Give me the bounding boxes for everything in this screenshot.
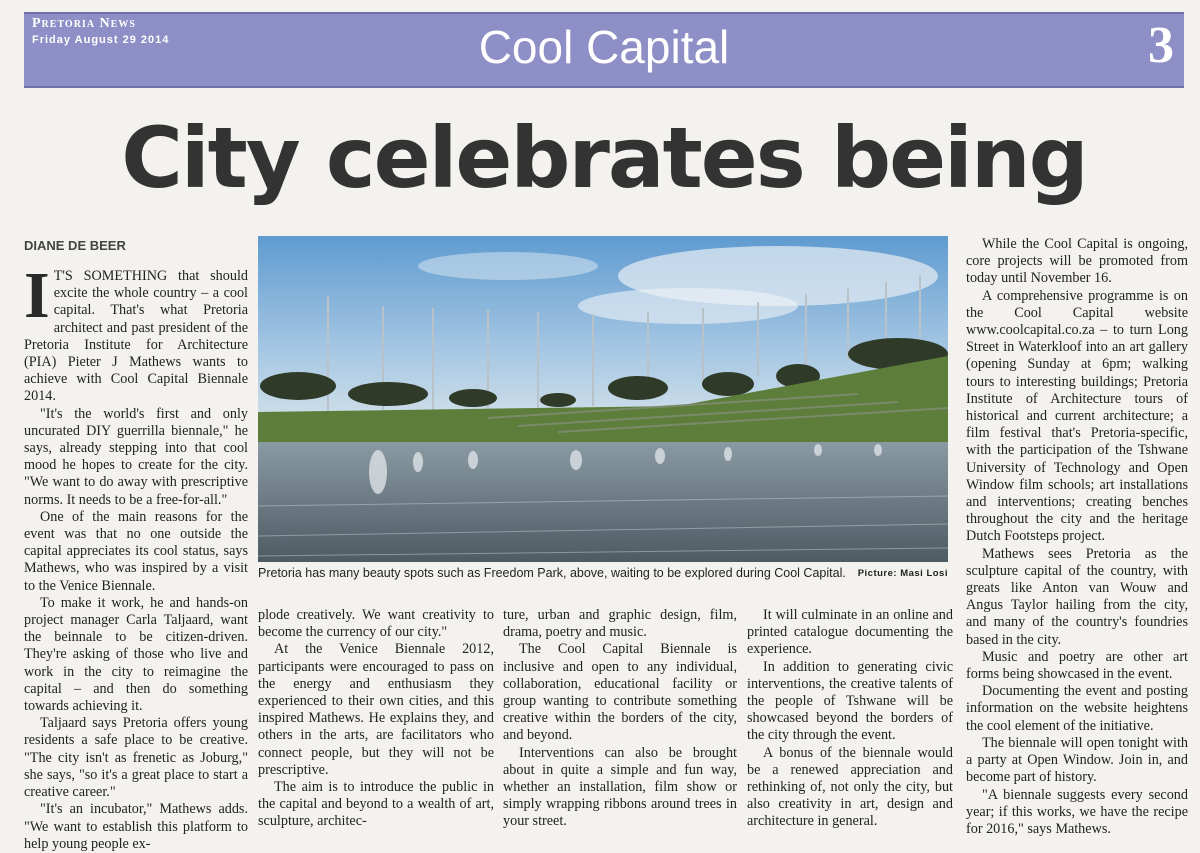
- drop-cap: I: [24, 259, 50, 332]
- lead-text: T'S SOMETHING that should excite the whole country – a cool capital. That's what Pretoria architect and past president of the Pretoria Institute for Architecture (PIA) Pieter J Mathews wants to achieve with Cool Capital Biennale 2014.: [24, 268, 248, 405]
- photo-credit: Picture: Masi Losi: [857, 568, 948, 579]
- paragraph: It will culminate in an online and printed catalogue documenting the experience.: [747, 607, 953, 658]
- article-column-5: [966, 236, 1188, 838]
- paragraph: Interventions can also be brought about in quite a simple and fun way, whether an installation, film show or simply wrapping ribbons around trees in your street.: [503, 744, 737, 830]
- photo-image: [258, 236, 948, 562]
- paragraph: The biennale will open tonight with a party at Open Window. Join in, and become part of history.: [966, 734, 1188, 786]
- paragraph: ture, urban and graphic design, film, drama, poetry and music.: [503, 607, 737, 641]
- paragraph: The Cool Capital Biennale is inclusive and open to any individual, collaboration, educational facility or group wanting to contribute something creative within the borders of the city, and beyond.: [503, 641, 737, 744]
- newspaper-name: Pretoria News: [32, 16, 136, 31]
- paragraph: One of the main reasons for the event was that no one outside the capital appreciates its cool status, says Mathews, who was inspired by a visit to the Venice Biennale.: [24, 508, 248, 594]
- photo-caption: [258, 566, 948, 580]
- paragraph: At the Venice Biennale 2012, participants were encouraged to pass on the energy and enthusiasm they experienced to their own cities, and this inspired Mathews. He explains they, and others in the arts, are facilitators who connect people, but they will not be prescriptive.: [258, 641, 494, 778]
- page-number: 3: [1148, 17, 1174, 74]
- paragraph: "It's an incubator," Mathews adds. "We want to establish this platform to help young people ex-: [24, 801, 248, 852]
- paragraph: Music and poetry are other art forms being showcased in the event.: [966, 648, 1188, 683]
- paragraph: "It's the world's first and only uncurated DIY guerrilla biennale," he says, already stepping into that cool mood he hopes to create for the city. "We want to do away with prescriptive norms. It needs to be a free-for-all.": [24, 405, 248, 508]
- paragraph: While the Cool Capital is ongoing, core projects will be promoted from today until November 16.: [966, 236, 1188, 287]
- paragraph: A comprehensive programme is on the Cool Capital website www.coolcapital.co.za – to turn Long Street in Waterkloof into an art gallery (opening Sunday at 6pm; walking tours to interesting buildings; Pretoria Institute of Architecture tours of historical and current architecture; a film festival that's Pretoria-specific, with the participation of the Tshwane University of Technology and Open Window film schools; art installations and interventions; creating benches throughout the city and the heritage Dutch Footsteps project.: [966, 287, 1188, 545]
- article-column-2: [258, 607, 494, 831]
- section-banner: [24, 12, 1184, 88]
- paragraph: "A biennale suggests every second year; if this works, we have the recipe for 2016," says Mathews.: [966, 786, 1188, 837]
- byline: DIANE DE BEER: [24, 238, 126, 253]
- paragraph: Mathews sees Pretoria as the sculpture capital of the country, with greats like Anton van Wouw and Angus Taylor hailing from the city, and many of the country's foundries based in the city.: [966, 545, 1188, 648]
- caption-text: Pretoria has many beauty spots such as Freedom Park, above, waiting to be explored during Cool Capital.: [258, 566, 846, 580]
- issue-date: Friday August 29 2014: [32, 34, 170, 46]
- paragraph: A bonus of the biennale would be a renewed appreciation and rethinking of, not only the city, but also creativity in art, design and architecture in general.: [747, 744, 953, 830]
- paragraph: Taljaard says Pretoria offers young residents a safe place to be creative. "The city isn't as frenetic as Joburg," she says, "so it's a great place to start a creative career.": [24, 715, 248, 801]
- paragraph: Documenting the event and posting information on the website heightens the cool element of the initiative.: [966, 683, 1188, 734]
- paragraph: In addition to generating civic interventions, the creative talents of the people of Tshwane will be showcased beyond the borders of the city through the event.: [747, 658, 953, 744]
- paragraph: plode creatively. We want creativity to become the currency of our city.": [258, 607, 494, 641]
- freedom-park-photo: [258, 236, 948, 562]
- headline: City celebrates being: [121, 109, 1087, 207]
- article-column-3: [503, 607, 737, 831]
- paragraph: The aim is to introduce the public in the capital and beyond to a wealth of art, sculpture, architec-: [258, 779, 494, 830]
- lead-paragraph: [24, 259, 248, 406]
- section-title: Cool Capital: [478, 21, 730, 73]
- paragraph: To make it work, he and hands-on project manager Carla Taljaard, want the beinnale to be citizen-driven. They're asking of those who live and work in the city to reimagine the capital – and then do something towards achieving it.: [24, 594, 248, 715]
- article-column-4: [747, 607, 953, 831]
- article-column-1: [24, 259, 248, 853]
